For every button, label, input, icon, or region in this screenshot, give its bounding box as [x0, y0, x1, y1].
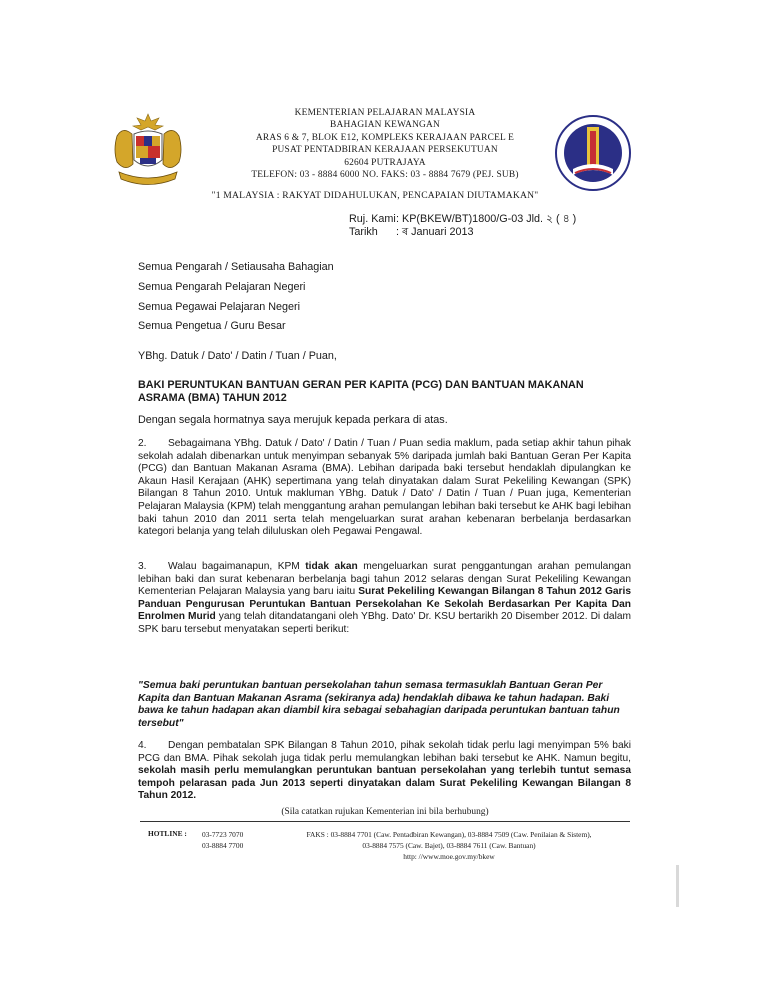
letterhead-line: KEMENTERIAN PELAJARAN MALAYSIA [294, 108, 476, 118]
addressee: Semua Pegawai Pelajaran Negeri [138, 300, 301, 313]
letterhead-line: ARAS 6 & 7, BLOK E12, KOMPLEKS KERAJAAN PARCEL E [255, 132, 515, 143]
letterhead-line: TELEFON: 03 - 8884 6000 NO. FAKS: 03 - 8884 7679 (PEJ. SUB) [251, 170, 519, 181]
addressee: Semua Pengarah Pelajaran Negeri [138, 280, 306, 293]
letterhead-line: PUSAT PENTADBIRAN KERAJAAN PERSEKUTUAN [272, 145, 498, 156]
letter-title: BAKI PERUNTUKAN BANTUAN GERAN PER KAPITA (PCG) DAN BANTUAN MAKANAN ASRAMA (BMA) TAHUN 2012 [138, 379, 584, 404]
opening-line: Dengan segala hormatnya saya merujuk kepada perkara di atas. [138, 414, 448, 426]
addressee: Semua Pengetua / Guru Besar [138, 320, 286, 333]
scan-edge-mark [676, 865, 679, 907]
addressee: Semua Pengarah / Setiausaha Bahagian [138, 261, 334, 273]
website-url[interactable]: http: //www.moe.gov.my/bkew [403, 852, 495, 861]
paragraph-text: Walau bagaimanapun, KPM [168, 561, 306, 572]
letterhead-line: 62604 PUTRAJAYA [344, 157, 426, 168]
hotline-label: HOTLINE : [148, 829, 187, 838]
emphasis: Surat Pekeliling Kewangan Bilangan 8 Tahun 2012 Garis Panduan Pengurusan Peruntukan Bantuan Persekolahan Ke Sekolah Berdasarkan Per Kapita Dan Enrolmen Murid [138, 586, 632, 623]
paragraph-number: 4. [138, 740, 147, 751]
greeting: YBhg. Datuk / Dato' / Datin / Tuan / Puan, [138, 350, 337, 362]
paragraph-text: yang telah ditandatangani oleh YBhg. Dato' Dr. KSU bertarikh 20 Disember 2012. Di dalam SPK baru tersebut menyatakan seperti berikut: [138, 611, 631, 635]
emphasis: sekolah masih perlu memulangkan peruntukan bantuan persekolahan yang terlebih tuntut semasa tempoh pelarasan pada Jun 2013 seperti dinyatakan dalam Surat Pekeliling Kewangan Bilangan 8 Tahun 2012. [138, 765, 631, 802]
paragraph-3 [138, 561, 631, 637]
tarikh-value: : ৰ Januari 2013 [396, 226, 474, 238]
letterhead-line: BAHAGIAN KEWANGAN [330, 120, 440, 131]
coat-of-arms-icon [107, 112, 189, 190]
fax-line: FAKS : 03-8884 7701 (Caw. Pentadbiran Kewangan), 03-8884 7509 (Caw. Penilaian & Sistem), [306, 830, 592, 839]
reference-note: (Sila catatkan rujukan Kementerian ini bila berhubung) [281, 807, 489, 817]
footer-divider [140, 821, 630, 822]
quoted-clause: "Semua baki peruntukan bantuan persekolahan tahun semasa termasuklah Bantuan Geran Per Kapita dan Bantuan Makanan Asrama (sekiranya ada) hendaklah dibawa ke tahun hadapan. Baki bawa ke tahun hadapan akan diambil kira sebagai sebahagian daripada peruntukan bantuan tahun tersebut" [138, 680, 620, 729]
paragraph-4 [138, 740, 631, 803]
paragraph-text: Sebagaimana YBhg. Datuk / Dato' / Datin / Tuan / Puan sedia maklum, pada setiap akhir tahun pihak sekolah adalah dibenarkan untuk menyimpan sebanyak 5% daripada jumlah baki Bantuan Geran Per Kapita (PCG) dan Bantuan Makanan Asrama (BMA). Lebihan daripada baki tersebut hendaklah dipulangkan ke Akaun Hasil Kerajaan (AHK) sepertimana yang telah dinyatakan dalam Surat Pekeliling Kewangan (SPK) Bilangan 8 Tahun 2010. Untuk makluman YBhg. Datuk / Dato' / Datin / Tuan / Puan juga, Kementerian Pelajaran Malaysia (KPM) telah menggantung arahan pemulangan lebihan baki tersebut ke AHK bagi lebihan baki tahun 2010 dan 2011 serta telah mengeluarkan surat arahan kebenaran berbelanja berdasarkan kategori belanja yang telah diluluskan oleh Pegawai Pengawal. [138, 438, 631, 538]
paragraph-number: 3. [138, 561, 147, 572]
slogan: "1 MALAYSIA : RAKYAT DIDAHULUKAN, PENCAPAIAN DIUTAMAKAN" [211, 190, 539, 201]
reference-block [349, 213, 576, 239]
hotline-number: 03-7723 7070 [202, 830, 244, 839]
paragraph-text: Dengan pembatalan SPK Bilangan 8 Tahun 2010, pihak sekolah tidak perlu lagi menyimpan 5% baki PCG dan BMA. Pihak sekolah juga tidak perlu memulangkan lebihan baki tersebut ke AHK. Namun begitu, [138, 740, 631, 764]
hotline-number: 03-8884 7700 [202, 841, 244, 850]
ruj-value: : KP(BKEW/BT)1800/G-03 Jld. ২ ( ৪ ) [396, 213, 577, 225]
emphasis: tidak akan [305, 561, 358, 572]
paragraph-text: mengeluarkan surat penggantungan arahan pemulangan lebihan baki dan surat kebenaran berbelanja bagi tahun 2012 selaras dengan Surat Pekeliling Kewangan Kementerian Pelajaran Malaysia yang baru iaitu [138, 561, 631, 598]
addressee-list [138, 261, 334, 340]
fax-block [274, 829, 624, 862]
ruj-label: Ruj. Kami [349, 213, 396, 225]
paragraph-2 [138, 438, 631, 539]
letterhead [200, 107, 570, 181]
paragraph-number: 2. [138, 438, 147, 449]
hotline-numbers [202, 829, 243, 851]
tarikh-label: Tarikh [349, 226, 378, 238]
fax-line: 03-8884 7575 (Caw. Bajet), 03-8884 7611 (Caw. Bantuan) [362, 841, 536, 850]
